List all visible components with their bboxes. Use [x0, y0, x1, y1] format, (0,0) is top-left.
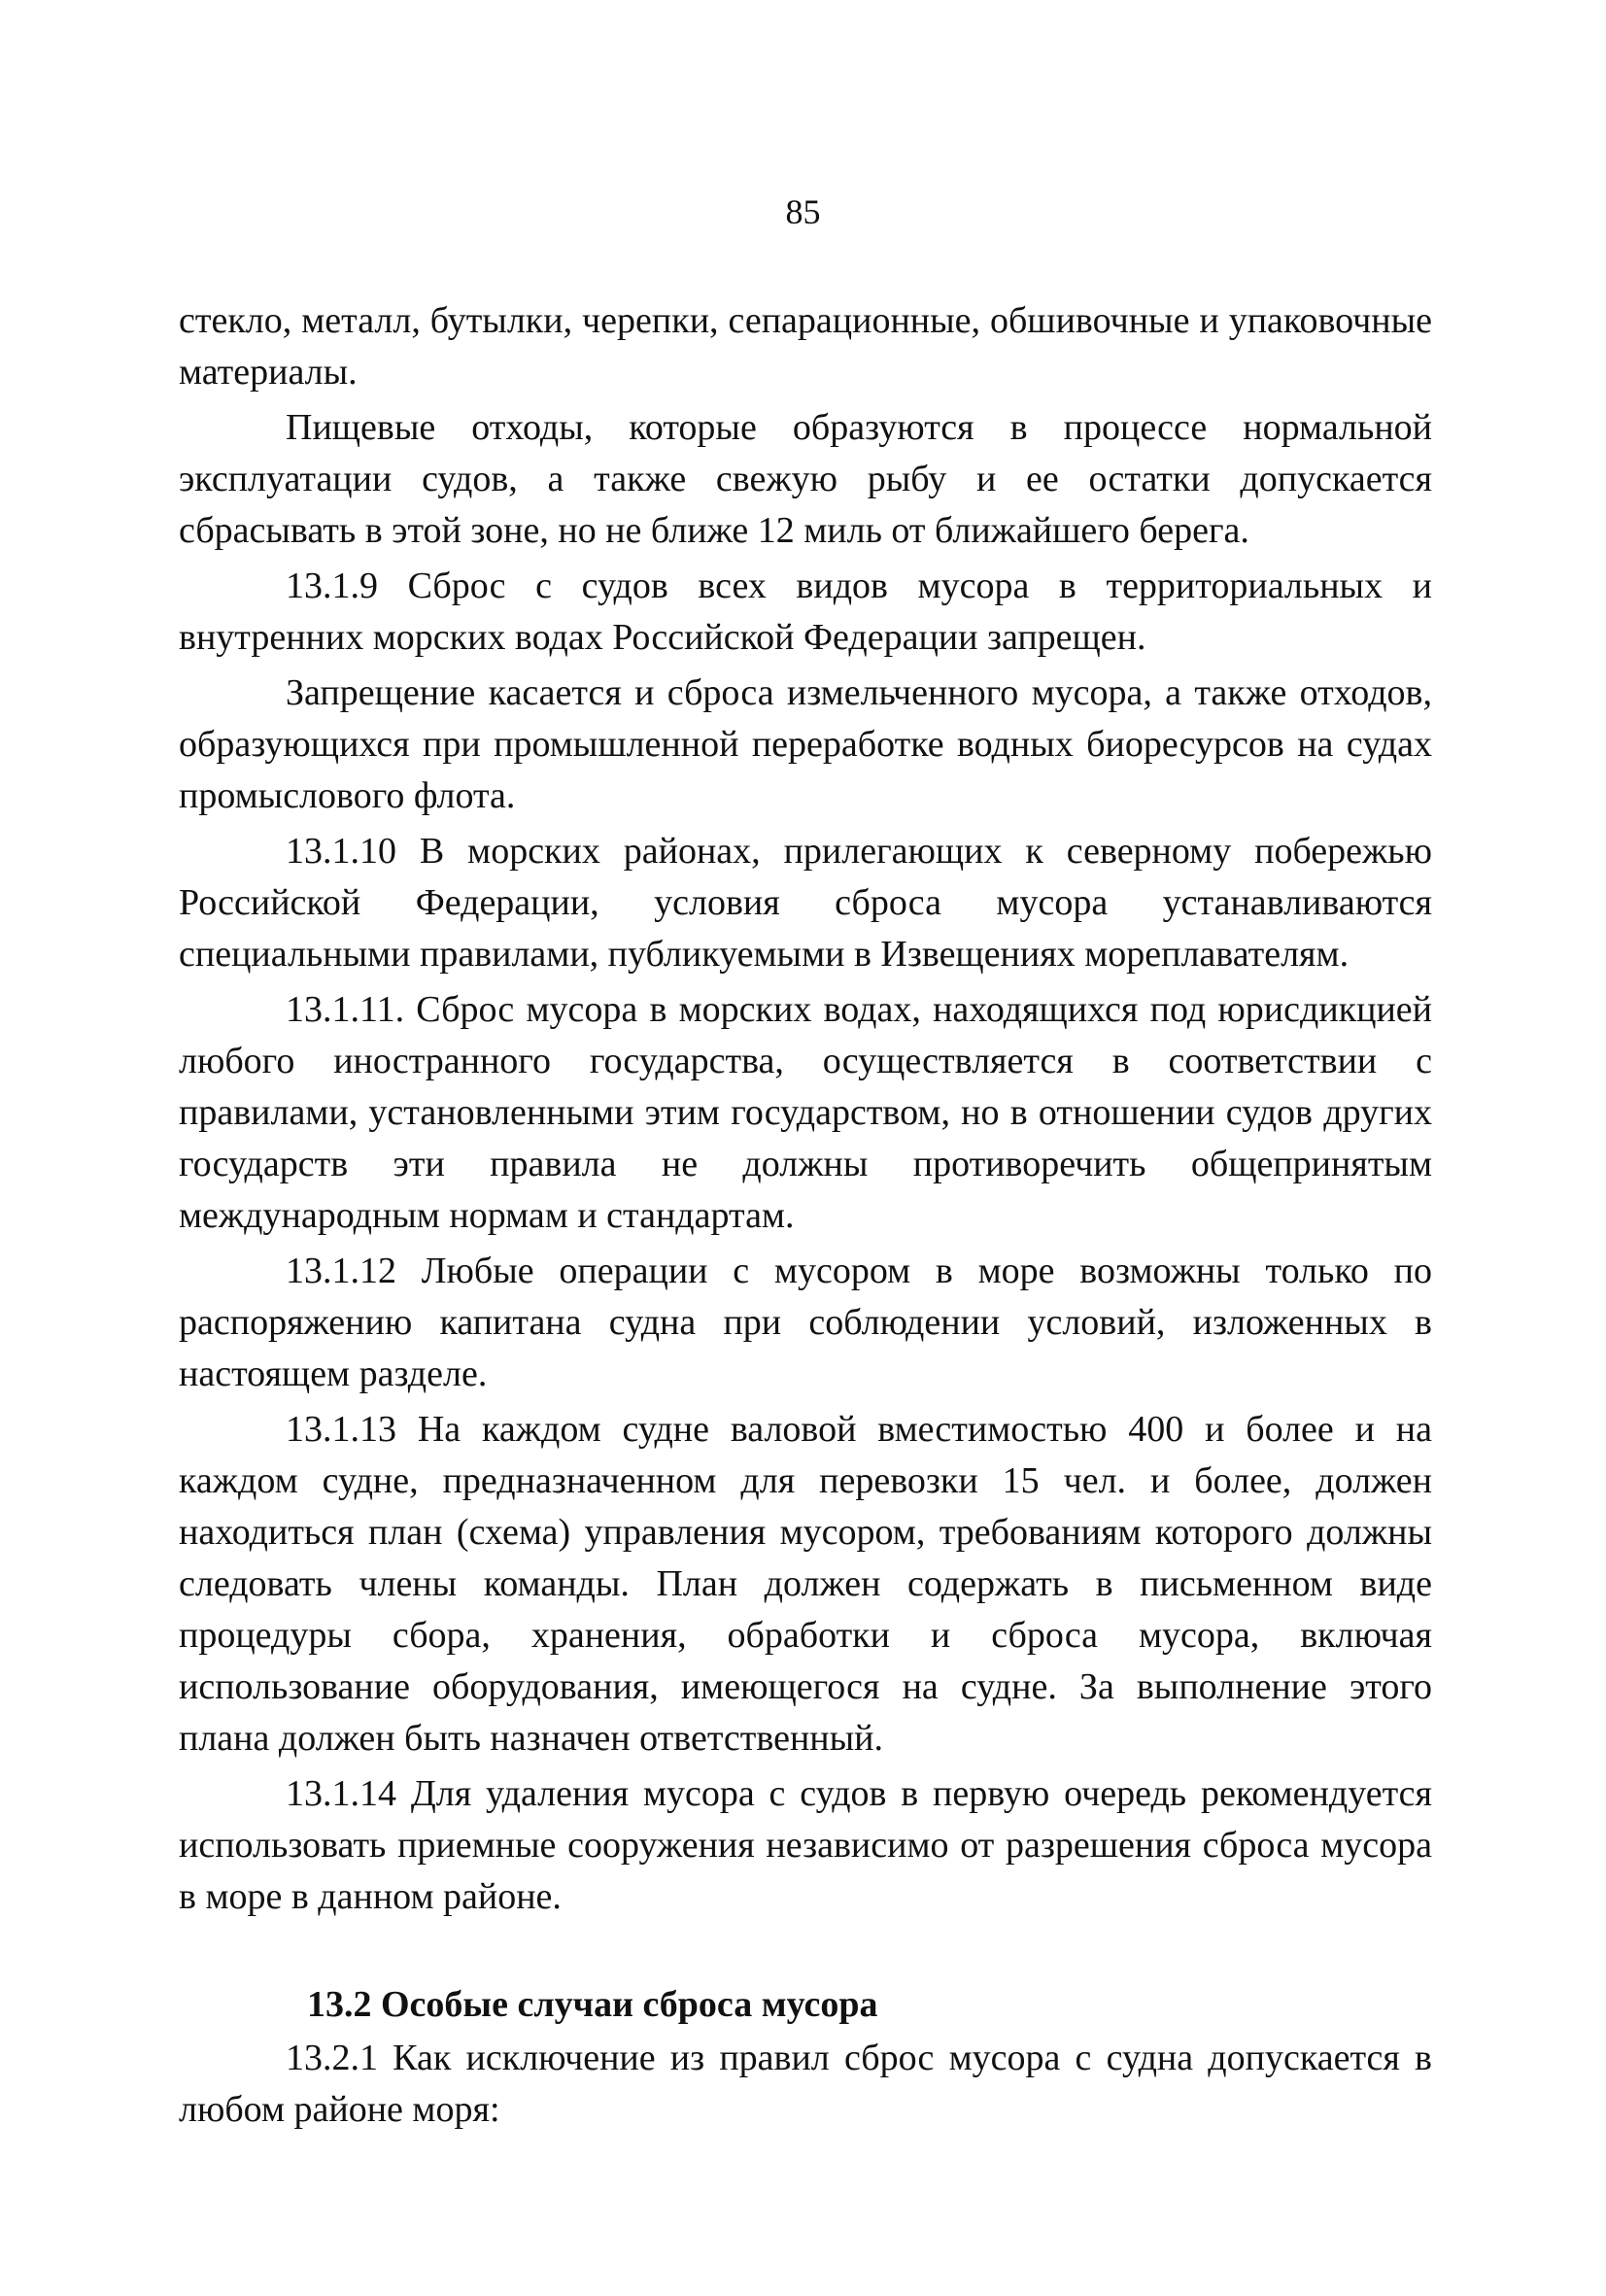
section-heading: 13.2 Особые случаи сброса мусора	[307, 1984, 878, 2025]
page-number: 85	[785, 192, 821, 231]
paragraph-13-1-11: 13.1.11. Сброс мусора в морских водах, находящихся под юрисдикцией любого иностранного государства, осуществляется в соответствии с правилами, установленными этим государством, но в отношении судов других государств эти правила не должны противоречить общепринятым международным нормам и стандартам.	[179, 989, 1432, 1236]
body-text	[179, 295, 1432, 2140]
paragraph-prohibition: Запрещение касается и сброса измельченного мусора, а также отходов, образующихся при промышленной переработке водных биоресурсов на судах промыслового флота.	[179, 672, 1432, 816]
paragraph-food-waste: Пищевые отходы, которые образуются в процессе нормальной эксплуатации судов, а также свежую рыбу и ее остатки допускается сбрасывать в этой зоне, но не ближе 12 миль от ближайшего берега.	[179, 407, 1432, 551]
paragraph-13-1-9: 13.1.9 Сброс с судов всех видов мусора в территориальных и внутренних морских водах Российской Федерации запрещен.	[179, 565, 1432, 658]
paragraph-13-1-10: 13.1.10 В морских районах, прилегающих к северному побережью Российской Федерации, условия сброса мусора устанавливаются специальными правилами, публикуемыми в Извещениях мореплавателям.	[179, 831, 1432, 975]
paragraph-13-1-14: 13.1.14 Для удаления мусора с судов в первую очередь рекомендуется использовать приемные сооружения независимо от разрешения сброса мусора в море в данном районе.	[179, 1773, 1432, 1917]
paragraph-continuation: стекло, металл, бутылки, черепки, сепарационные, обшивочные и упаковочные материалы.	[179, 300, 1432, 393]
paragraph-13-2-1: 13.2.1 Как исключение из правил сброс мусора с судна допускается в любом районе моря:	[179, 2038, 1432, 2130]
paragraph-13-1-13: 13.1.13 На каждом судне валовой вместимостью 400 и более и на каждом судне, предназначенном для перевозки 15 чел. и более, должен находиться план (схема) управления мусором, требованиям которого должны следовать члены команды. План должен содержать в письменном виде процедуры сбора, хранения, обработки и сброса мусора, включая использование оборудования, имеющегося на судне. За выполнение этого плана должен быть назначен ответственный.	[179, 1409, 1432, 1759]
paragraph-13-1-12: 13.1.12 Любые операции с мусором в море возможны только по распоряжению капитана судна при соблюдении условий, изложенных в настоящем разделе.	[179, 1251, 1432, 1394]
